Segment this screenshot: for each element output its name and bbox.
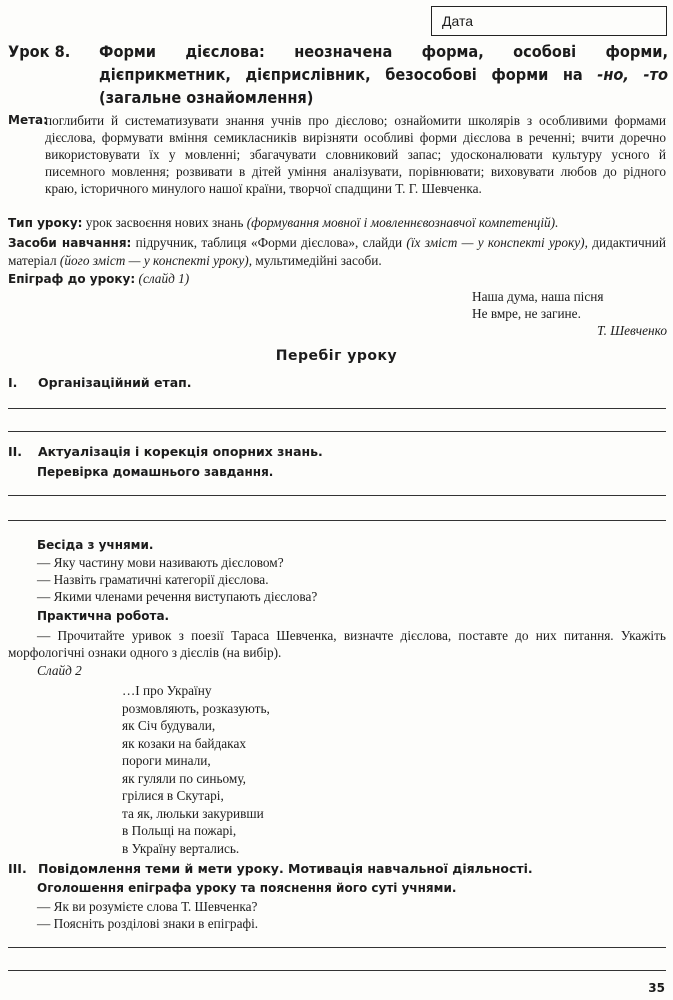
writing-line bbox=[8, 947, 666, 948]
epigraph bbox=[472, 288, 667, 339]
writing-line bbox=[8, 495, 666, 496]
writing-line bbox=[8, 431, 666, 432]
goal-block bbox=[8, 112, 666, 197]
poem-line: в Україну вертались. bbox=[122, 840, 240, 856]
epigraph-announcement: Оголошення епіграфа уроку та пояснення його суті учнями. bbox=[37, 881, 457, 895]
section-1-heading bbox=[8, 374, 192, 391]
lesson-type-text: урок засвоєння нових знань bbox=[82, 215, 247, 230]
poem-line: як Січ будували, bbox=[122, 718, 216, 733]
writing-line bbox=[8, 408, 666, 409]
epigraph-author: Т. Шевченко bbox=[597, 323, 667, 338]
writing-line bbox=[8, 970, 666, 971]
talk-question-3: — Якими членами речення виступають дієслова? bbox=[37, 589, 318, 604]
poem-line: …І про Україну bbox=[122, 683, 212, 698]
means-note-2: (його зміст — у конспекті уроку), bbox=[59, 253, 253, 268]
poem-line: як козаки на байдаках bbox=[122, 735, 246, 751]
poem-line: розмовляють, розказують, bbox=[122, 700, 270, 716]
poem-line: та як, люльки закуривши bbox=[122, 805, 264, 821]
section-2-number: II. bbox=[8, 444, 23, 459]
lesson-title-main: Форми дієслова: неозначена форма, особові форми, дієприкметник, дієприслівник, безособові форми на bbox=[99, 42, 668, 84]
poem-line: пороги минали, bbox=[122, 753, 211, 768]
epigraph-line-2: Не вмре, не загине. bbox=[472, 306, 581, 321]
section-3-heading bbox=[8, 860, 533, 877]
poem-line: як гуляли по синьому, bbox=[122, 770, 246, 786]
poem-line: в Польщі на пожарі, bbox=[122, 823, 237, 838]
discussion-question-1: — Як ви розумієте слова Т. Шевченка? bbox=[37, 899, 258, 914]
means-text-1: підручник, таблиця «Форми дієслова», слайди bbox=[131, 235, 407, 250]
lesson-title-forms: -но, -то bbox=[597, 65, 668, 84]
lesson-number: Урок 8. bbox=[8, 42, 71, 61]
section-2-heading bbox=[8, 443, 323, 460]
homework-check: Перевірка домашнього завдання. bbox=[37, 465, 274, 479]
slide-2-label: Слайд 2 bbox=[37, 663, 82, 678]
lesson-title bbox=[8, 40, 668, 109]
writing-line bbox=[8, 520, 666, 521]
section-1-number: I. bbox=[8, 375, 18, 390]
lesson-title-end: (загальне ознайомлення) bbox=[99, 88, 314, 107]
section-2-title: Актуалізація і корекція опорних знань. bbox=[38, 444, 323, 459]
page-number: 35 bbox=[648, 981, 665, 995]
section-3-title: Повідомлення теми й мети уроку. Мотивація навчальної діяльності. bbox=[38, 861, 533, 876]
means-text-2: дидактичний матеріал bbox=[8, 235, 667, 268]
talk-title: Бесіда з учнями. bbox=[37, 538, 154, 552]
epigraph-label: Епіграф до уроку: bbox=[8, 272, 136, 286]
lesson-type-note: (формування мовної і мовленнєвознавчої компетенцій). bbox=[246, 215, 559, 230]
talk-question-2: — Назвіть граматичні категорії дієслова. bbox=[37, 572, 269, 587]
discussion-question-2: — Поясніть розділові знаки в епіграфі. bbox=[37, 916, 259, 931]
epigraph-line-1: Наша дума, наша пісня bbox=[472, 289, 604, 304]
means-text-3: мультимедійні засоби. bbox=[252, 253, 382, 268]
date-label: Дата bbox=[442, 13, 474, 29]
teaching-means bbox=[8, 234, 666, 269]
means-label: Засоби навчання: bbox=[8, 236, 132, 250]
section-3-number: III. bbox=[8, 861, 27, 876]
goal-label: Мета: bbox=[8, 113, 48, 127]
section-1-title: Організаційний етап. bbox=[38, 375, 192, 390]
practice-task: — Прочитайте уривок з поезії Тараса Шевченка, визначте дієслова, поставте до них питання. Укажіть морфологічні ознаки одного з дієслів (на вибір). bbox=[8, 628, 666, 660]
lesson-type-label: Тип уроку: bbox=[8, 216, 83, 230]
lesson-type bbox=[8, 214, 666, 232]
date-field bbox=[431, 6, 667, 36]
means-note-1: (їх зміст — у конспекті уроку), bbox=[406, 235, 588, 250]
practice-title: Практична робота. bbox=[37, 609, 170, 623]
poem-line: грілися в Скутарі, bbox=[122, 788, 224, 803]
epigraph-slide-note: (слайд 1) bbox=[135, 271, 190, 286]
poem bbox=[122, 682, 270, 857]
goal-text: поглибити й систематизувати знання учнів про дієслово; ознайомити школярів з особливими формами дієслова, формувати вміння семикласників вирізняти особливі форми дієслова в реченні; вчити доречно використовувати їх у мовленні; збагачувати словниковий запас; удосконалювати культуру усного й писемного мовлення; розвивати в дітей уміння аналізувати, порівнювати; виховувати любов до рідного краю, історичного минулого нашої країни, творчої спадщини Т. Г. Шевченка. bbox=[45, 113, 666, 196]
talk-question-1: — Яку частину мови називають дієсловом? bbox=[37, 555, 284, 570]
course-title: Перебіг уроку bbox=[275, 348, 398, 364]
epigraph-header bbox=[8, 270, 666, 288]
